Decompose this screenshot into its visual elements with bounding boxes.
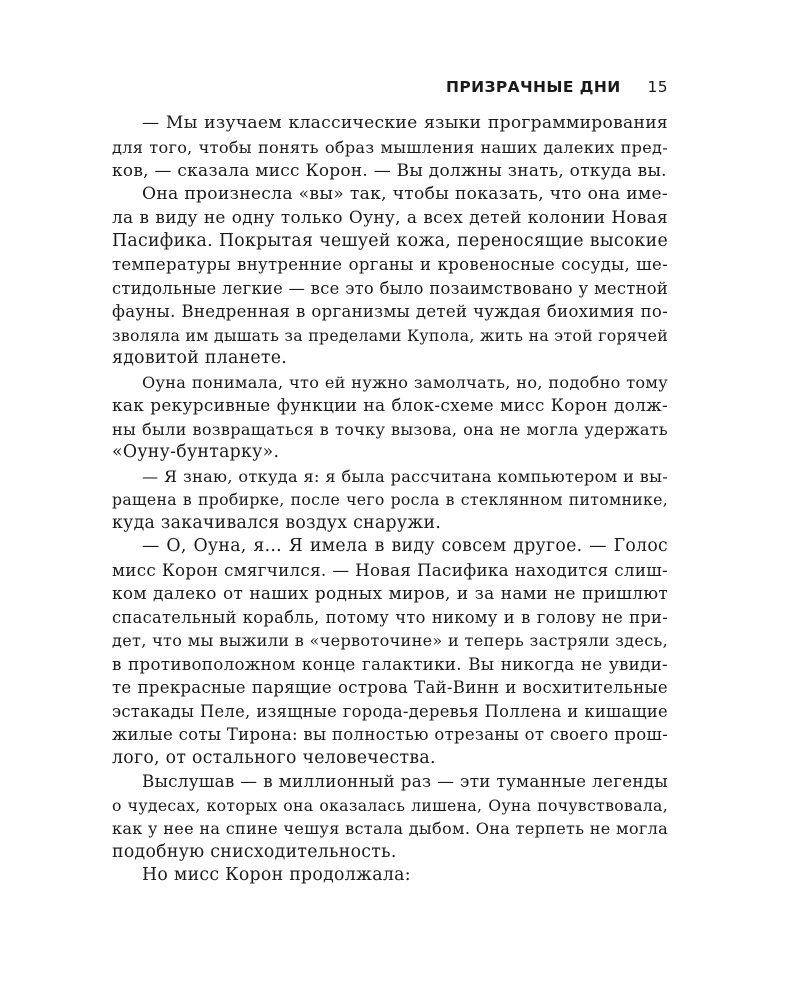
- page-number: 15: [647, 78, 668, 96]
- text-line: как у нее на спине чешуя встала дыбом. Она терпеть не могла: [112, 819, 668, 838]
- text-line: Пасифика. Покрытая чешуей кожа, переносящие высокие: [112, 230, 668, 251]
- text-line: Она произнесла «вы» так, чтобы показать, что она име-: [142, 183, 668, 204]
- text-line: жилые соты Тирона: вы полностью отрезаны от своего прош-: [112, 725, 668, 744]
- text-line: Выслушав — в миллионный раз — эти туманные легенды: [142, 771, 668, 791]
- text-line: дет, что мы выжили в «червоточине» и теперь застряли здесь,: [112, 631, 668, 650]
- text-line: ла в виду не одну только Оуну, а всех детей колонии Новая: [112, 207, 668, 227]
- text-line: «Оуну-бунтарку».: [112, 442, 280, 462]
- text-line: ядовитой планете.: [112, 348, 288, 368]
- text-line: о чудесах, которых она оказалась лишена, Оуна почувствовала,: [112, 795, 668, 815]
- text-line: температуры внутренние органы и кровеносные сосуды, ше-: [112, 255, 668, 274]
- text-line: зволяла им дышать за пределами Купола, жить на этой горячей: [112, 325, 668, 345]
- text-line: — Я знаю, откуда я: я была рассчитана компьютером и вы-: [142, 466, 668, 486]
- text-line: лого, от остального человечества.: [112, 747, 436, 768]
- text-line: ращена в пробирке, после чего росла в стеклянном питомнике,: [112, 490, 668, 509]
- text-line: — О, Оуна, я... Я имела в виду совсем другое. — Голос: [142, 536, 668, 556]
- text-line: фауны. Внедренная в организмы детей чуждая биохимия по-: [112, 302, 668, 321]
- text-line: ков, — сказала мисс Корон. — Вы должны знать, откуда вы.: [112, 160, 667, 180]
- text-line: куда закачивался воздух снаружи.: [112, 512, 442, 533]
- text-line: мисс Корон смягчился. — Новая Пасифика находится слиш-: [112, 559, 668, 580]
- text-line: Но мисс Корон продолжала:: [142, 865, 411, 885]
- running-head: [420, 78, 668, 100]
- text-line: те прекрасные парящие острова Тай-Винн и восхитительные: [112, 678, 668, 697]
- text-line: в противоположном конце галактики. Вы никогда не увиди-: [112, 653, 668, 674]
- text-line: как рекурсивные функции на блок-схеме мисс Корон долж-: [112, 395, 668, 415]
- chapter-title: ПРИЗРАЧНЫЕ ДНИ: [446, 78, 621, 96]
- text-line: эстакады Пеле, изящные города-деревья Поллена и кишащие: [112, 701, 668, 721]
- text-line: для того, чтобы понять образ мышления наших далеких пред-: [112, 137, 668, 157]
- text-line: стидольные легкие — все это было позаимствовано у местной: [112, 278, 668, 298]
- text-line: ны были возвращаться в точку вызова, она не могла удержать: [112, 419, 668, 439]
- text-line: подобную снисходительность.: [112, 841, 397, 862]
- text-line: Оуна понимала, что ей нужно замолчать, но, подобно тому: [142, 372, 668, 392]
- text-line: спасательный корабль, потому что никому и в голову не при-: [112, 607, 668, 627]
- text-line: ком далеко от наших родных миров, и за нами не пришлют: [112, 583, 668, 603]
- body-text: [112, 112, 668, 888]
- text-line: — Мы изучаем классические языки программирования: [142, 113, 668, 133]
